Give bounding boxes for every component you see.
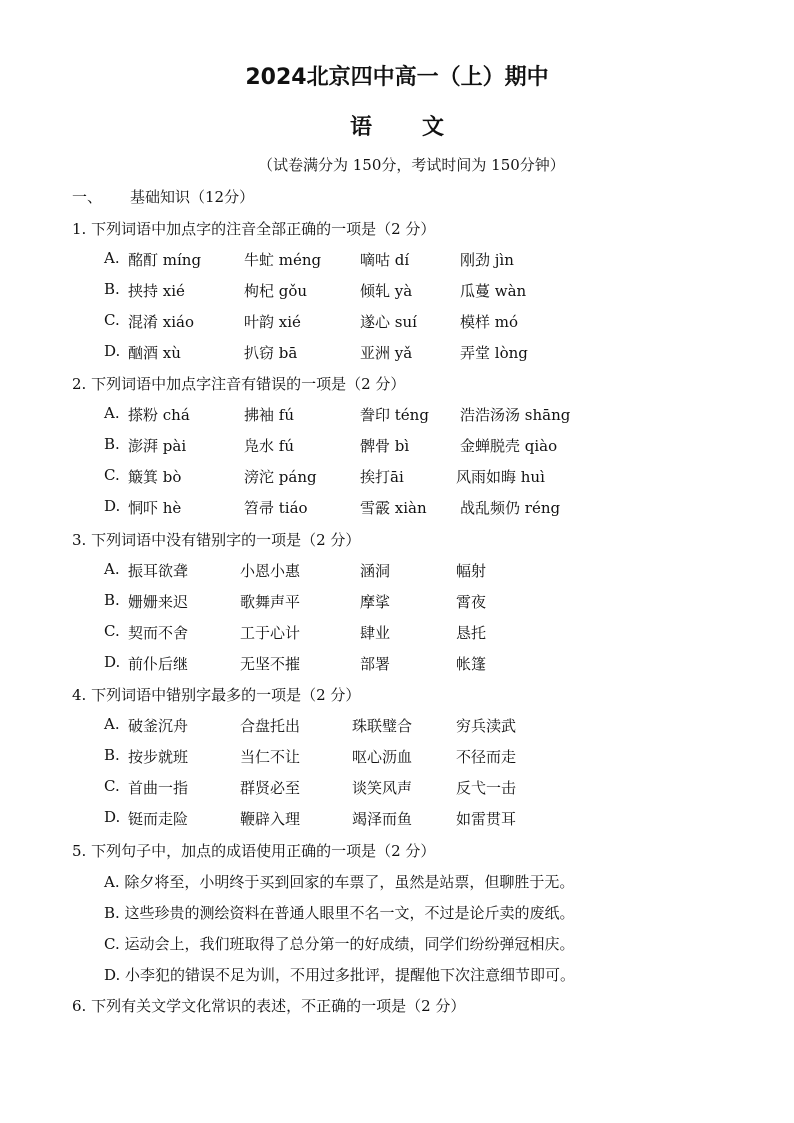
- subject-heading: 语文: [349, 115, 494, 140]
- q5-option-d: D. 小李犯的错误不足为训，不用过多批评，提醒他下次注意细节即可。: [104, 966, 576, 984]
- section-label: 基础知识（12分）: [130, 188, 255, 206]
- option-word-2: 合盘托出: [240, 717, 301, 735]
- option-word-3: 遂心 suí: [360, 313, 417, 331]
- option-letter: D.: [104, 342, 121, 360]
- option-letter: B.: [104, 435, 120, 453]
- option-word-2: 小恩小惠: [240, 562, 301, 580]
- option-word-4: 帐篷: [456, 655, 487, 673]
- option-word-4: 浩浩汤汤 shāng: [460, 406, 571, 424]
- option-word-1: 酩酊 míng: [128, 251, 202, 269]
- option-word-4: 模样 mó: [460, 313, 519, 331]
- option-word-3: 倾轧 yà: [360, 282, 413, 300]
- option-word-2: 牛虻 méng: [244, 251, 322, 269]
- option-word-2: 无坚不摧: [240, 655, 301, 673]
- option-word-4: 金蝉脱壳 qiào: [460, 437, 558, 455]
- option-word-4: 如雷贯耳: [456, 810, 517, 828]
- option-word-2: 工于心计: [240, 624, 301, 642]
- q5-option-a: A. 除夕将至，小明终于买到回家的车票了，虽然是站票，但聊胜于无。: [104, 873, 575, 891]
- option-word-2: 当仁不让: [240, 748, 301, 766]
- option-word-2: 歌舞声平: [240, 593, 301, 611]
- option-word-2: 鞭辟入理: [240, 810, 301, 828]
- page-title: 2024北京四中高一（上）期中: [245, 65, 549, 90]
- option-letter: A.: [104, 715, 120, 733]
- option-word-2: 笤帚 tiáo: [244, 499, 308, 517]
- option-letter: A.: [104, 560, 120, 578]
- option-word-4: 恳托: [456, 624, 487, 642]
- option-letter: C.: [104, 311, 120, 329]
- option-word-3: 珠联璧合: [352, 717, 413, 735]
- option-word-3: 誊印 téng: [360, 406, 429, 424]
- option-word-4: 幅射: [456, 562, 487, 580]
- option-letter: D.: [104, 808, 121, 826]
- option-word-1: 恫吓 hè: [128, 499, 182, 517]
- option-letter: D.: [104, 653, 121, 671]
- option-word-3: 髀骨 bì: [360, 437, 410, 455]
- option-word-3: 涵洞: [360, 562, 391, 580]
- option-word-3: 竭泽而鱼: [352, 810, 413, 828]
- option-letter: B.: [104, 746, 120, 764]
- option-word-1: 按步就班: [128, 748, 189, 766]
- option-word-4: 弄堂 lòng: [460, 344, 528, 362]
- option-word-4: 反弋一击: [456, 779, 517, 797]
- option-word-1: 簸箕 bò: [128, 468, 182, 486]
- option-word-4: 刚劲 jìn: [460, 251, 514, 269]
- option-word-2: 扒窃 bā: [244, 344, 298, 362]
- option-word-1: 振耳欲聋: [128, 562, 189, 580]
- option-word-4: 穷兵渎武: [456, 717, 517, 735]
- option-word-3: 嘀咕 dí: [360, 251, 410, 269]
- option-word-1: 破釜沉舟: [128, 717, 189, 735]
- option-letter: B.: [104, 591, 120, 609]
- option-letter: D.: [104, 497, 121, 515]
- option-word-3: 谈笑风声: [352, 779, 413, 797]
- option-word-4: 不径而走: [456, 748, 517, 766]
- option-word-3: 部署: [360, 655, 391, 673]
- question-1-stem: 1. 下列词语中加点字的注音全部正确的一项是（2 分）: [72, 220, 436, 238]
- option-word-3: 挨打āi: [360, 468, 404, 486]
- option-letter: A.: [104, 404, 120, 422]
- option-word-2: 枸杞 gǒu: [244, 282, 308, 300]
- option-word-2: 群贤必至: [240, 779, 301, 797]
- option-word-2: 滂沱 páng: [244, 468, 317, 486]
- option-letter: C.: [104, 777, 120, 795]
- option-word-4: 战乱频仍 réng: [460, 499, 561, 517]
- option-word-3: 亚洲 yǎ: [360, 344, 413, 362]
- option-word-3: 呕心沥血: [352, 748, 413, 766]
- question-4-stem: 4. 下列词语中错别字最多的一项是（2 分）: [72, 686, 361, 704]
- question-3-stem: 3. 下列词语中没有错别字的一项是（2 分）: [72, 531, 361, 549]
- option-word-4: 瓜蔓 wàn: [460, 282, 527, 300]
- option-word-1: 姗姗来迟: [128, 593, 189, 611]
- question-2-stem: 2. 下列词语中加点字注音有错误的一项是（2 分）: [72, 375, 406, 393]
- option-word-4: 风雨如晦 huì: [456, 468, 545, 486]
- option-word-1: 铤而走险: [128, 810, 189, 828]
- option-word-2: 叶韵 xié: [244, 313, 301, 331]
- option-word-1: 前仆后继: [128, 655, 189, 673]
- question-5-stem: 5. 下列句子中，加点的成语使用正确的一项是（2 分）: [72, 842, 436, 860]
- q5-option-b: B. 这些珍贵的测绘资料在普通人眼里不名一文，不过是论斤卖的废纸。: [104, 904, 575, 922]
- option-word-1: 酗酒 xù: [128, 344, 181, 362]
- option-letter: B.: [104, 280, 120, 298]
- option-word-4: 霄夜: [456, 593, 487, 611]
- option-word-2: 凫水 fú: [244, 437, 294, 455]
- option-word-1: 搽粉 chá: [128, 406, 190, 424]
- option-word-2: 拂袖 fú: [244, 406, 294, 424]
- option-letter: C.: [104, 466, 120, 484]
- option-word-3: 摩挲: [360, 593, 391, 611]
- section-number: 一、: [72, 188, 103, 206]
- option-word-1: 挟持 xié: [128, 282, 185, 300]
- option-word-1: 澎湃 pài: [128, 437, 187, 455]
- q5-option-c: C. 运动会上，我们班取得了总分第一的好成绩，同学们纷纷弹冠相庆。: [104, 935, 575, 953]
- option-letter: A.: [104, 249, 120, 267]
- option-word-3: 雪霰 xiàn: [360, 499, 427, 517]
- exam-info: （试卷满分为 150分，考试时间为 150分钟）: [258, 156, 565, 174]
- option-word-1: 契而不舍: [128, 624, 189, 642]
- option-word-1: 混淆 xiáo: [128, 313, 194, 331]
- option-word-3: 肆业: [360, 624, 391, 642]
- option-word-1: 首曲一指: [128, 779, 189, 797]
- section-heading: [72, 186, 254, 207]
- question-6-stem: 6. 下列有关文学文化常识的表述，不正确的一项是（2 分）: [72, 997, 466, 1015]
- option-letter: C.: [104, 622, 120, 640]
